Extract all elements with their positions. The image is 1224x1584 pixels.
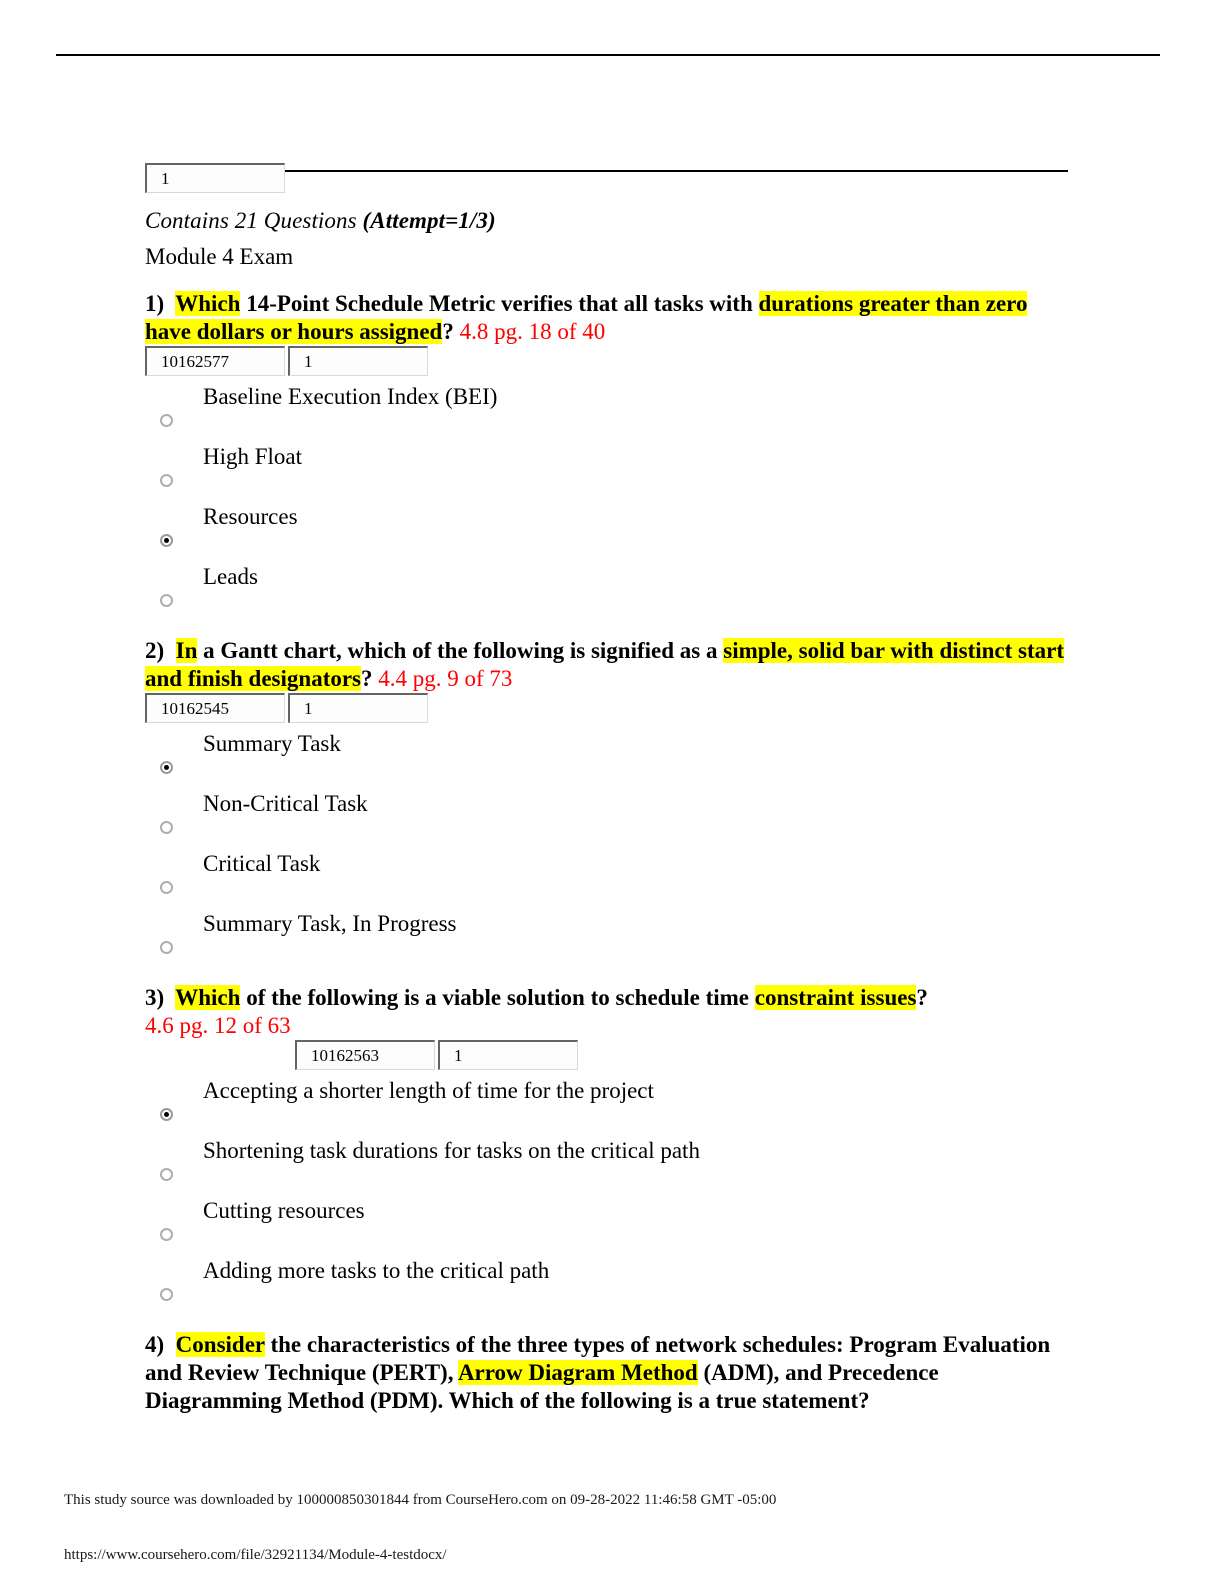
option-row[interactable] <box>145 1076 1075 1136</box>
contains-questions-text: Contains 21 Questions <box>145 208 363 233</box>
question-text: ? <box>361 666 373 691</box>
option-row[interactable] <box>145 909 1075 969</box>
option-label: Accepting a shorter length of time for the project <box>203 1078 654 1103</box>
question-text: 14-Point Schedule Metric verifies that all tasks with <box>240 291 759 316</box>
question-text-highlighted: durations greater than zero have dollars or hours assigned <box>145 291 1028 344</box>
question-text: a Gantt chart, which of the following is signified as a <box>197 638 724 663</box>
question-text-highlighted: Which <box>175 985 241 1010</box>
question-number: 4) <box>145 1332 176 1357</box>
option-row[interactable] <box>145 442 1075 502</box>
option-row[interactable] <box>145 1136 1075 1196</box>
option-row[interactable] <box>145 729 1075 789</box>
option-row[interactable] <box>145 562 1075 622</box>
contains-questions-line <box>145 204 1075 238</box>
radio-button-icon[interactable] <box>160 881 173 894</box>
question-text: (ADM), and Precedence Diagramming Method (PDM). Which of the following is a true statement? <box>145 1360 939 1413</box>
radio-button-selected-icon[interactable] <box>160 761 173 774</box>
question-2-field-row <box>145 693 1075 723</box>
top-field-row <box>145 163 1075 193</box>
radio-button-selected-icon[interactable] <box>160 534 173 547</box>
question-1 <box>145 290 1075 346</box>
question-points-field[interactable]: 1 <box>438 1040 578 1070</box>
radio-button-icon[interactable] <box>160 1288 173 1301</box>
option-row[interactable] <box>145 1256 1075 1316</box>
question-text: ? <box>916 985 928 1010</box>
option-label: Shortening task durations for tasks on the critical path <box>203 1138 700 1163</box>
question-number: 1) <box>145 291 176 316</box>
option-row[interactable] <box>145 1196 1075 1256</box>
document-content <box>145 163 1075 1415</box>
radio-button-icon[interactable] <box>160 1168 173 1181</box>
option-label: Adding more tasks to the critical path <box>203 1258 550 1283</box>
option-label: Non-Critical Task <box>203 791 368 816</box>
question-text-highlighted: simple, solid bar with distinct start and finish designators <box>145 638 1065 691</box>
question-3 <box>145 984 1075 1040</box>
option-row[interactable] <box>145 502 1075 562</box>
exam-title: Module 4 Exam <box>145 244 294 269</box>
option-label: Critical Task <box>203 851 321 876</box>
question-text-highlighted: constraint issues <box>754 985 917 1010</box>
question-text-highlighted: Consider <box>175 1332 265 1357</box>
radio-button-selected-icon[interactable] <box>160 1108 173 1121</box>
radio-button-icon[interactable] <box>160 474 173 487</box>
question-id-field[interactable]: 10162545 <box>145 693 285 723</box>
radio-button-icon[interactable] <box>160 1228 173 1241</box>
question-1-options <box>145 382 1075 622</box>
question-3-field-row <box>145 1040 1075 1070</box>
option-label: High Float <box>203 444 303 469</box>
question-3-options <box>145 1076 1075 1316</box>
attempt-count: (Attempt=1/3) <box>362 208 496 233</box>
page-top-rule <box>56 54 1160 56</box>
question-reference: 4.6 pg. 12 of 63 <box>145 1013 291 1038</box>
radio-button-icon[interactable] <box>160 594 173 607</box>
question-1-field-row <box>145 346 1075 376</box>
download-notice: This study source was downloaded by 100000850301844 from CourseHero.com on 09-28-2022 11:46:58 GMT -05:00 <box>64 1492 777 1508</box>
question-id-field[interactable]: 10162577 <box>145 346 285 376</box>
page-number-field[interactable]: 1 <box>145 163 285 193</box>
option-label: Leads <box>203 564 258 589</box>
question-number: 2) <box>145 638 176 663</box>
question-2 <box>145 637 1075 693</box>
question-reference: 4.4 pg. 9 of 73 <box>372 666 513 691</box>
option-label: Summary Task, In Progress <box>203 911 457 936</box>
radio-button-icon[interactable] <box>160 414 173 427</box>
question-text: of the following is a viable solution to schedule time <box>240 985 755 1010</box>
question-number: 3) <box>145 985 176 1010</box>
option-row[interactable] <box>145 849 1075 909</box>
question-text-highlighted: Which <box>175 291 241 316</box>
question-text: the characteristics of the three types of network schedules: Program Evaluation and Review Technique (PERT), <box>145 1332 1051 1385</box>
option-label: Cutting resources <box>203 1198 365 1223</box>
option-label: Baseline Execution Index (BEI) <box>203 384 498 409</box>
questions-list <box>145 290 1075 1415</box>
question-4 <box>145 1331 1075 1415</box>
option-row[interactable] <box>145 382 1075 442</box>
question-reference: 4.8 pg. 18 of 40 <box>453 319 606 344</box>
question-points-field[interactable]: 1 <box>288 346 428 376</box>
question-text: ? <box>442 319 454 344</box>
radio-button-icon[interactable] <box>160 821 173 834</box>
question-text-highlighted: In <box>175 638 198 663</box>
option-label: Summary Task <box>203 731 341 756</box>
question-id-field[interactable]: 10162563 <box>295 1040 435 1070</box>
question-2-options <box>145 729 1075 969</box>
option-row[interactable] <box>145 789 1075 849</box>
question-points-field[interactable]: 1 <box>288 693 428 723</box>
radio-button-icon[interactable] <box>160 941 173 954</box>
option-label: Resources <box>203 504 298 529</box>
source-url: https://www.coursehero.com/file/32921134/Module-4-testdocx/ <box>64 1547 447 1563</box>
question-text-highlighted: Arrow Diagram Method <box>457 1360 698 1385</box>
